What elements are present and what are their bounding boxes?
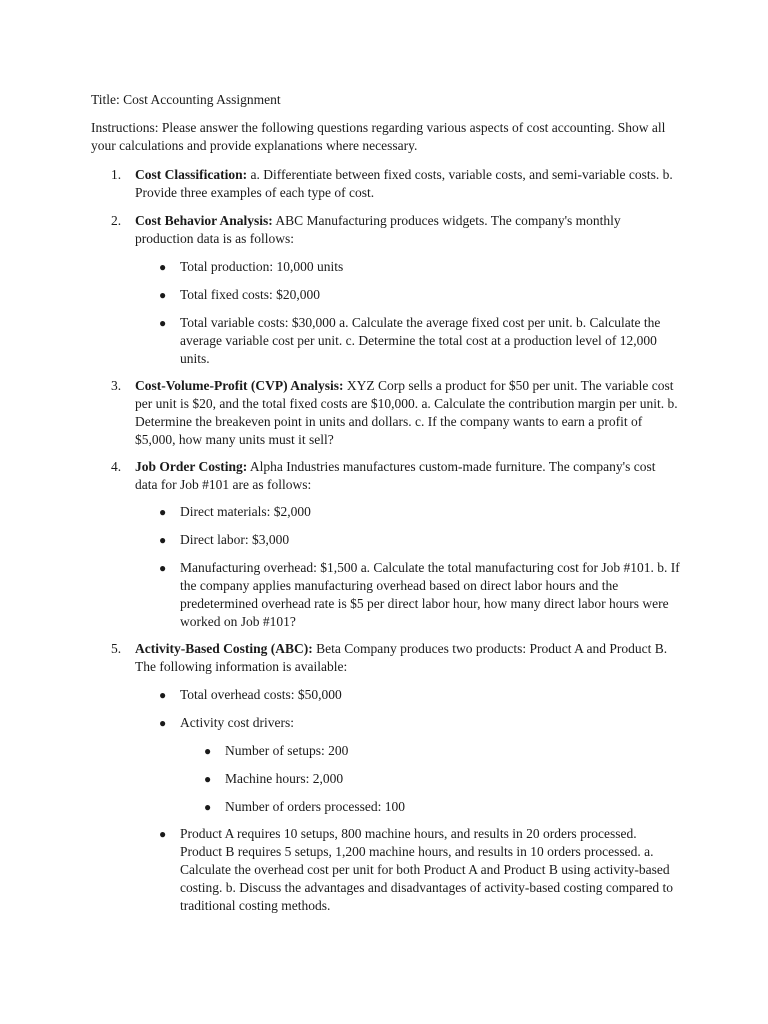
bullet-text: Manufacturing overhead: $1,500 a. Calculate the total manufacturing cost for Job #101. b. If the company applies manufacturing overhead based on direct labor hours and the predetermined overhead rate is $5 per direct labor hour, how many direct labor hours were worked on Job #101? [180, 560, 680, 629]
bullet-item [159, 559, 680, 631]
bullet-text: Product A requires 10 setups, 800 machine hours, and results in 20 orders processed. Product B requires 5 setups, 1,200 machine hours, and results in 10 orders processed. a. Calculate the overhead cost per unit for both Product A and Product B using activity-based costing. b. Discuss the advantages and disadvantages of activity-based costing compared to traditional costing methods. [180, 826, 673, 913]
bullet-text: Total fixed costs: $20,000 [180, 287, 321, 302]
question-4 [111, 458, 680, 494]
bullet-icon: ● [159, 288, 167, 302]
question-1 [111, 166, 680, 202]
bullet-text: Number of orders processed: 100 [225, 799, 405, 814]
question-number: 4. [111, 459, 122, 474]
sub-bullet-item [204, 742, 680, 760]
bullet-text: Total variable costs: $30,000 a. Calculate the average fixed cost per unit. b. Calculate the average variable cost per unit. c. Determine the total cost at a production level of 12,000 units. [180, 315, 661, 366]
sub-bullet-item [204, 770, 680, 788]
question-2 [111, 212, 680, 248]
bullet-text: Activity cost drivers: [180, 715, 294, 730]
bullet-item [159, 714, 680, 732]
bullet-icon: ● [159, 688, 167, 702]
question-3 [111, 377, 680, 449]
document-title: Title: Cost Accounting Assignment [91, 92, 281, 107]
question-text: a. Differentiate between fixed costs, variable costs, and semi-variable costs. b. Provide three examples of each type of cost. [135, 167, 673, 200]
bullet-icon: ● [159, 561, 167, 575]
question-number: 1. [111, 167, 122, 182]
question-5 [111, 640, 680, 676]
bullet-icon: ● [204, 772, 212, 786]
bullet-text: Machine hours: 2,000 [225, 771, 344, 786]
question-heading: Cost Classification: [135, 167, 248, 182]
question-heading: Cost Behavior Analysis: [135, 213, 273, 228]
bullet-icon: ● [159, 505, 167, 519]
bullet-item [159, 286, 680, 304]
question-number: 3. [111, 378, 122, 393]
question-number: 2. [111, 213, 122, 228]
bullet-text: Total overhead costs: $50,000 [180, 687, 342, 702]
bullet-icon: ● [204, 744, 212, 758]
question-heading: Activity-Based Costing (ABC): [135, 641, 313, 656]
bullet-text: Total production: 10,000 units [180, 259, 344, 274]
bullet-item [159, 686, 680, 704]
bullet-icon: ● [159, 827, 167, 841]
bullet-text: Direct labor: $3,000 [180, 532, 290, 547]
instructions-paragraph: Instructions: Please answer the following questions regarding various aspects of cost accounting. Show all your calculations and provide explanations where necessary. [91, 120, 666, 153]
question-text: Alpha Industries manufactures custom-made furniture. The company's cost data for Job #101 are as follows: [135, 459, 656, 492]
question-text: Beta Company produces two products: Product A and Product B. The following information is available: [135, 641, 668, 674]
bullet-item [159, 531, 680, 549]
bullet-icon: ● [204, 800, 212, 814]
question-text: XYZ Corp sells a product for $50 per unit. The variable cost per unit is $20, and the total fixed costs are $10,000. a. Calculate the contribution margin per unit. b. Determine the breakeven point in units and dollars. c. If the company wants to earn a profit of $5,000, how many units must it sell? [135, 378, 678, 447]
bullet-icon: ● [159, 716, 167, 730]
question-text: ABC Manufacturing produces widgets. The company's monthly production data is as follows: [135, 213, 621, 246]
sub-bullet-item [204, 798, 680, 816]
question-number: 5. [111, 641, 122, 656]
bullet-icon: ● [159, 260, 167, 274]
bullet-icon: ● [159, 533, 167, 547]
bullet-text: Number of setups: 200 [225, 743, 349, 758]
bullet-item [159, 503, 680, 521]
bullet-item [159, 258, 680, 276]
question-heading: Job Order Costing: [135, 459, 248, 474]
bullet-icon: ● [159, 316, 167, 330]
question-heading: Cost-Volume-Profit (CVP) Analysis: [135, 378, 344, 393]
bullet-item [159, 825, 680, 915]
bullet-text: Direct materials: $2,000 [180, 504, 311, 519]
bullet-item [159, 314, 680, 368]
